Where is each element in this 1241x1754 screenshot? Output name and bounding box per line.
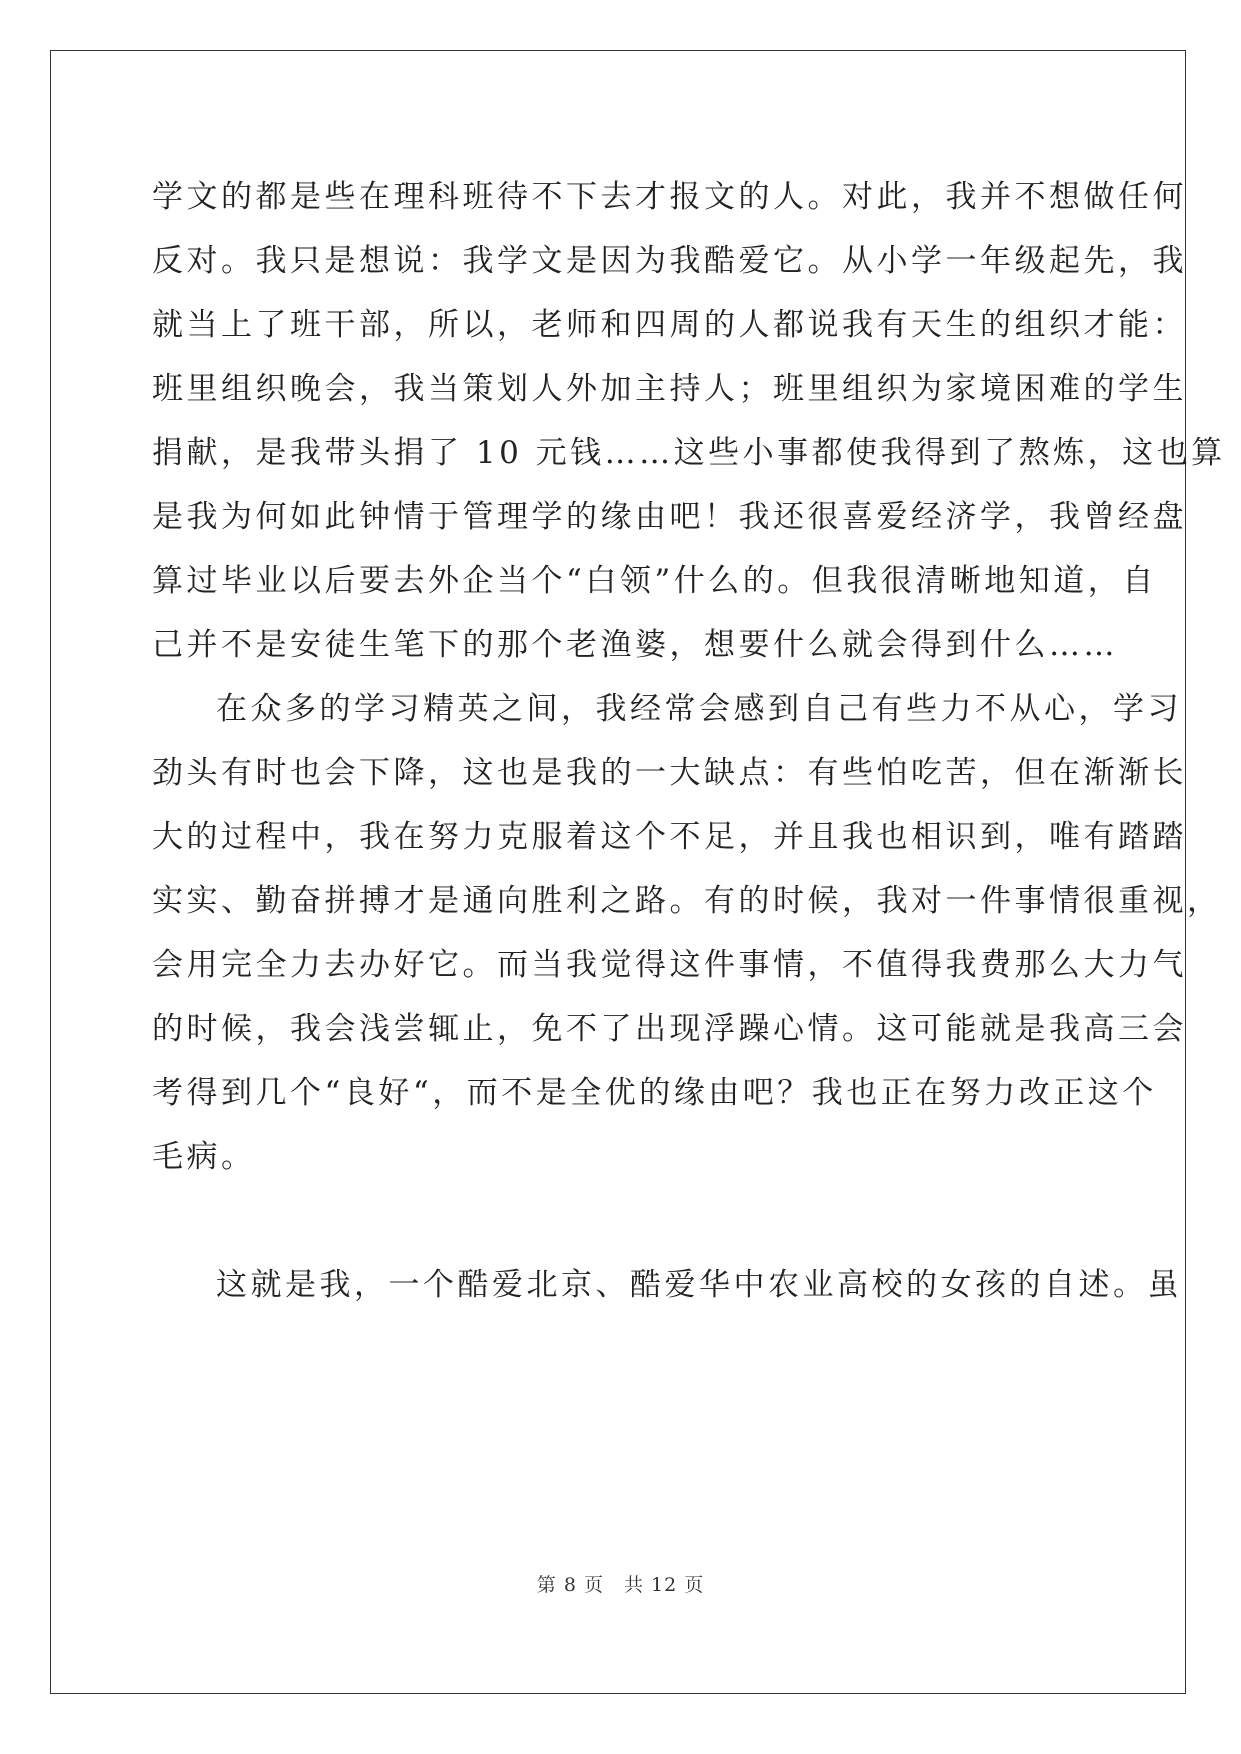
paragraph-1-line-2: 反对。我只是想说：我学文是因为我酷爱它。从小学一年级起先，我 — [152, 243, 1187, 279]
paragraph-2-line-3: 大的过程中，我在努力克服着这个不足，并且我也相识到，唯有踏踏 — [152, 819, 1187, 855]
page-number-footer: 第 8 页 共 12 页 — [536, 1574, 705, 1596]
document-body — [152, 165, 1226, 1317]
paragraph-1-line-4: 班里组织晚会，我当策划人外加主持人；班里组织为家境困难的学生 — [152, 371, 1187, 407]
paragraph-1-line-3: 就当上了班干部，所以，老师和四周的人都说我有天生的组织才能： — [152, 307, 1187, 343]
paragraph-1-line-5: 捐献，是我带头捐了 10 元钱……这些小事都使我得到了熬炼，这也算 — [152, 435, 1226, 471]
paragraph-1-line-8: 己并不是安徒生笔下的那个老渔婆，想要什么就会得到什么…… — [152, 627, 1118, 663]
paragraph-3-line-1: 这就是我，一个酷爱北京、酷爱华中农业高校的女孩的自述。虽 — [216, 1267, 1182, 1303]
paragraph-2-line-6: 的时候，我会浅尝辄止，免不了出现浮躁心情。这可能就是我高三会 — [152, 1011, 1187, 1047]
paragraph-2-line-5: 会用完全力去办好它。而当我觉得这件事情，不值得我费那么大力气 — [152, 947, 1187, 983]
paragraph-2-line-8: 毛病。 — [152, 1139, 256, 1175]
paragraph-1-line-1: 学文的都是些在理科班待不下去才报文的人。对此，我并不想做任何 — [152, 179, 1187, 215]
paragraph-2-line-7: 考得到几个“良好“，而不是全优的缘由吧？我也正在努力改正这个 — [152, 1075, 1157, 1111]
paragraph-2-line-4: 实实、勤奋拼搏才是通向胜利之路。有的时候，我对一件事情很重视， — [152, 883, 1222, 919]
paragraph-1-line-6: 是我为何如此钟情于管理学的缘由吧！我还很喜爱经济学，我曾经盘 — [152, 499, 1187, 535]
paragraph-1-line-7: 算过毕业以后要去外企当个“白领”什么的。但我很清晰地知道，自 — [152, 563, 1157, 599]
paragraph-2-line-2: 劲头有时也会下降，这也是我的一大缺点：有些怕吃苦，但在渐渐长 — [152, 755, 1187, 791]
paragraph-2-line-1: 在众多的学习精英之间，我经常会感到自己有些力不从心，学习 — [216, 691, 1182, 727]
